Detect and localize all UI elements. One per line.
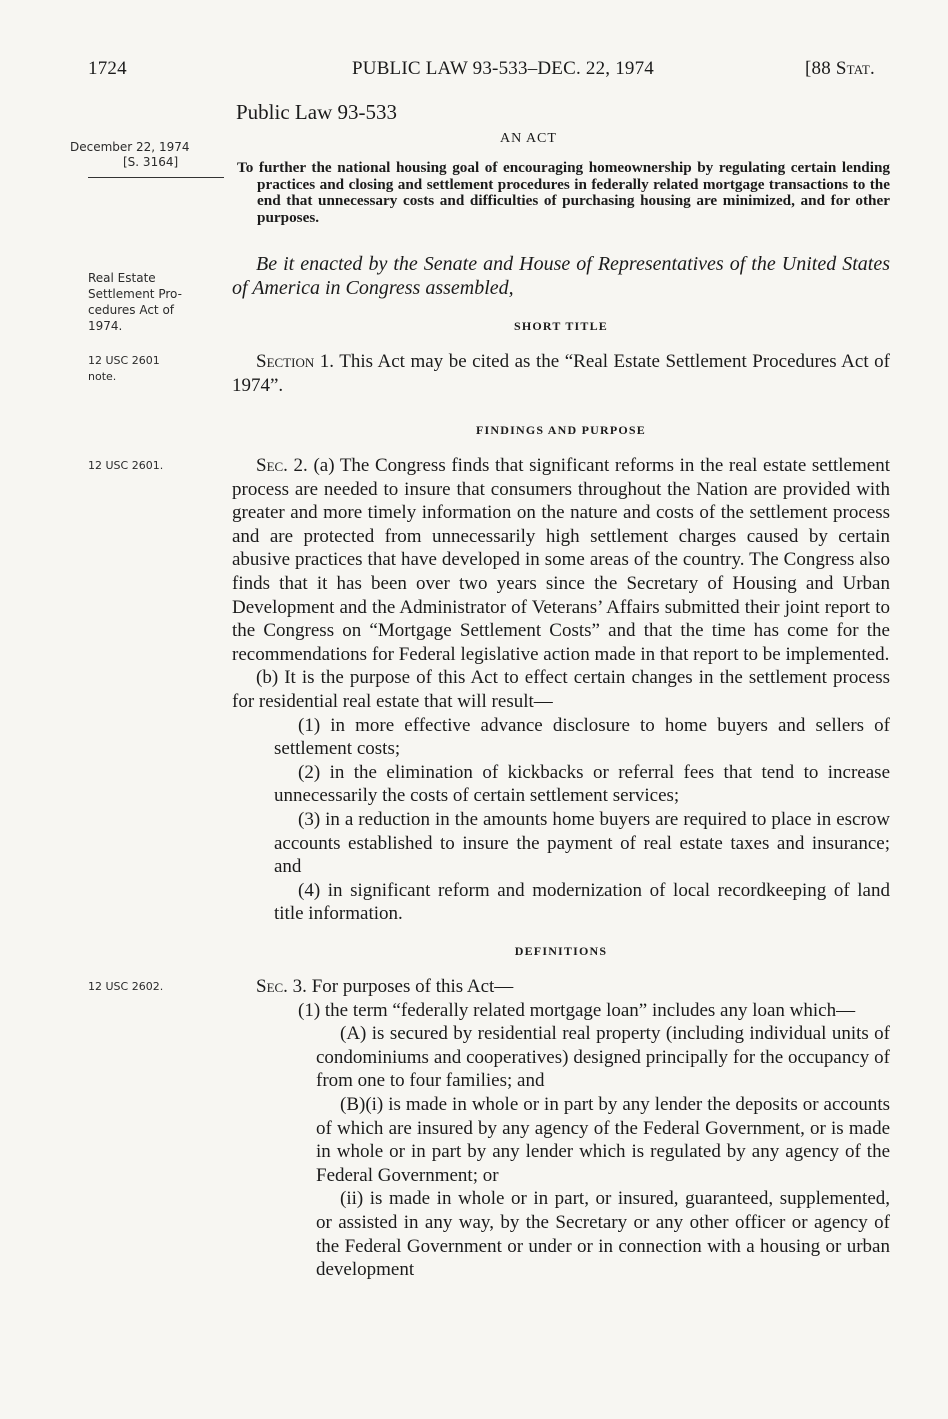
section-3-1Bii: (ii) is made in whole or in part, or insured, guaranteed, supplemented, or assisted in any way, by the Secretary or any other officer or agency of the Federal Government or under or in connection with a housing or urban development [316,1188,890,1281]
statute-volume: [88 Stat. [805,58,875,79]
definitions-heading: DEFINITIONS [514,944,608,958]
enactment-date: December 22, 1974 [70,140,190,154]
usc-note-line: 12 USC 2601 [88,354,160,367]
section-3 [232,975,890,1282]
act-purpose: To further the national housing goal of encouraging homeownership by regulating certain lending practices and closing and settlement procedures in federally related mortgage transactions to the end that unnecessary costs and difficulties of purchasing housing are minimized, and for other purposes. [237,159,890,226]
law-title: Public Law 93-533 [236,100,397,124]
section-3-1A: (A) is secured by residential real property (including individual units of condominiums and cooperatives) designed principally for the occupancy of from one to four families; and [316,1023,890,1092]
act-label: AN ACT [500,131,557,146]
section-1 [232,350,890,397]
section-3-1: (1) the term “federally related mortgage loan” includes any loan which— [298,999,856,1021]
section-2b-item: (3) in a reduction in the amounts home buyers are required to place in escrow accounts established to insure the payment of real estate taxes and insurance; and [274,808,890,878]
section-2a-text: (a) The Congress finds that significant reforms in the real estate settlement process are needed to insure that consumers throughout the Nation are provided with greater and more timely information on the nature and costs of the settlement process and are protected from unnecessarily high settlement charges caused by certain abusive practices that have developed in some areas of the country. The Congress also finds that it has been over two years since the Secretary of Housing and Urban Development and the Administrator of Veterans’ Affairs submitted their joint report to the Congress on “Mortgage Settlement Costs” and that the time has come for the recommendations for Federal legislative action made in that report to be implemented. [232,455,890,665]
short-title-note-line: Settlement Pro- [88,287,182,301]
enacting-clause: Be it enacted by the Senate and House of Representatives of the United States of America in Congress assembled, [232,253,890,299]
section-2b-item: (2) in the elimination of kickbacks or referral fees that tend to increase unnecessarily the costs of certain settlement services; [274,761,890,807]
section-3-intro-text: For purposes of this Act— [306,976,514,997]
short-title-note-line: 1974. [88,319,123,333]
findings-heading: FINDINGS AND PURPOSE [475,423,646,437]
section-1-text: This Act may be cited as the “Real Estate Settlement Procedures Act of 1974”. [232,351,890,396]
short-title-heading: SHORT TITLE [513,319,609,333]
margin-rule [88,177,224,178]
short-title-note-line: Real Estate [88,271,156,285]
section-3-1Bi: (B)(i) is made in whole or in part by any lender the deposits or accounts of which are insured by any agency of the Federal Government, or is made in whole or in part by any lender which is regulated by any agency of the Federal Government; or [316,1093,890,1186]
section-2b-item: (4) in significant reform and modernization of local recordkeeping of land title information. [274,879,890,925]
usc-note-3: 12 USC 2602. [88,980,164,993]
page-number: 1724 [88,58,127,79]
section-1-label: Section 1. [256,351,335,372]
section-3-label: Sec. 3. [256,976,307,997]
usc-note-2: 12 USC 2601. [88,459,164,472]
section-2 [232,454,890,926]
bill-number: [S. 3164] [123,155,179,169]
usc-note-line: note. [88,370,117,383]
section-2a [232,454,890,666]
usc-note-1 [88,353,238,385]
short-title-note [88,270,208,334]
running-title: PUBLIC LAW 93-533–DEC. 22, 1974 [352,58,654,79]
short-title-note-line: cedures Act of [88,303,175,317]
section-2b: (b) It is the purpose of this Act to effect certain changes in the settlement process for residential real estate that will result— [232,667,890,712]
section-2b-item: (1) in more effective advance disclosure to home buyers and sellers of settlement costs; [274,714,890,760]
section-3-intro [232,975,890,999]
section-2-label: Sec. 2. [256,455,308,476]
